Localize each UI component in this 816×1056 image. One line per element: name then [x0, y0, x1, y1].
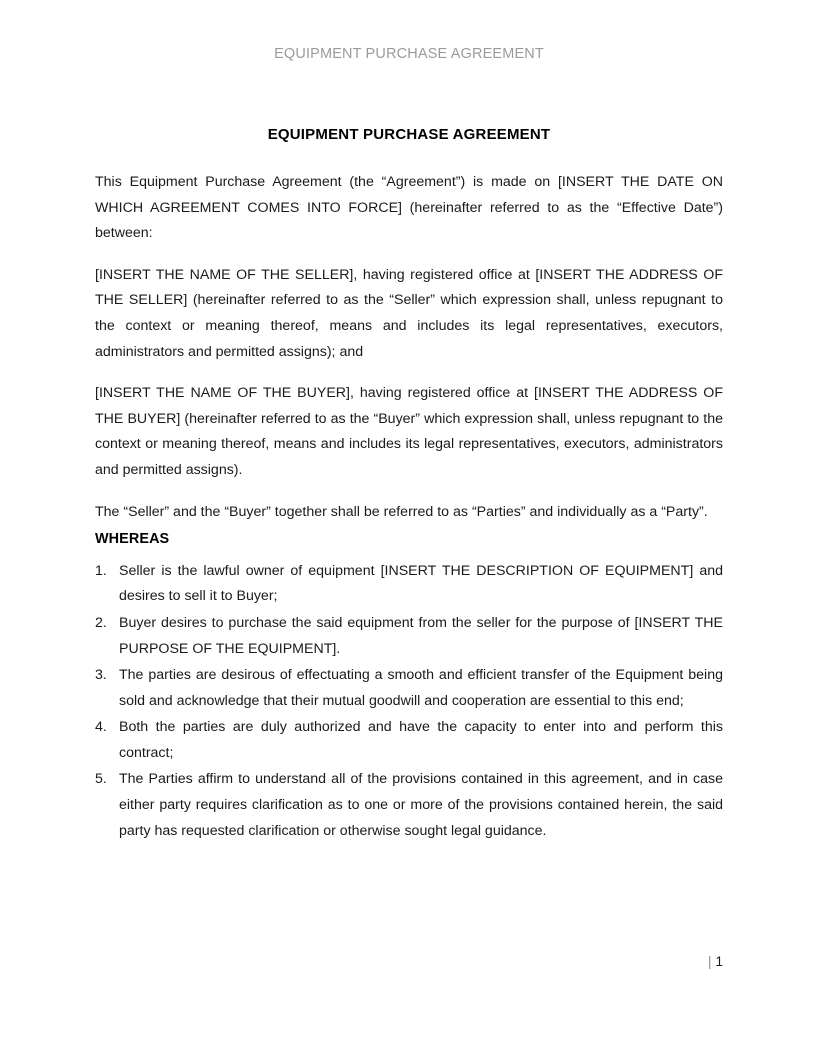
clause-text: The parties are desirous of effectuating a smooth and efficient transfer of the Equipment being sold and acknowledge that their mutual goodwill and cooperation are essential to this end;	[119, 667, 723, 709]
list-item	[95, 559, 723, 610]
list-item	[95, 767, 723, 844]
paragraph-parties-definition: The “Seller” and the “Buyer” together shall be referred to as “Parties” and individually as a “Party”.	[95, 503, 708, 520]
whereas-clause-list	[95, 559, 723, 845]
footer-separator: |	[707, 954, 712, 969]
paragraph-buyer-details: [INSERT THE NAME OF THE BUYER], having registered office at [INSERT THE ADDRESS OF THE BUYER] (hereinafter referred to as the “Buyer” which expression shall, unless repugnant to the context or meaning thereof, means and includes its legal representatives, executors, administrators and permitted assigns).	[95, 385, 723, 478]
clause-text: Seller is the lawful owner of equipment [INSERT THE DESCRIPTION OF EQUIPMENT] and desires to sell it to Buyer;	[119, 562, 723, 605]
page-title: EQUIPMENT PURCHASE AGREEMENT	[267, 126, 551, 143]
running-header: EQUIPMENT PURCHASE AGREEMENT	[274, 46, 544, 62]
paragraph-recitals-intro: This Equipment Purchase Agreement (the “Agreement”) is made on [INSERT THE DATE ON WHICH AGREEMENT COMES INTO FORCE] (hereinafter referred to as the “Effective Date”) between:	[95, 174, 723, 242]
list-item	[95, 611, 723, 662]
section-heading-whereas: WHEREAS	[95, 531, 170, 548]
list-item	[95, 663, 723, 714]
clause-text: Buyer desires to purchase the said equipment from the seller for the purpose of [INSERT THE PURPOSE OF THE EQUIPMENT].	[119, 614, 723, 657]
page-footer	[95, 953, 723, 971]
clause-text: The Parties affirm to understand all of the provisions contained in this agreement, and in case either party requires clarification as to one or more of the provisions contained herein, the said party has requested clarification or otherwise sought legal guidance.	[119, 771, 723, 839]
document-body	[95, 126, 723, 845]
paragraph-seller-details: [INSERT THE NAME OF THE SELLER], having registered office at [INSERT THE ADDRESS OF THE SELLER] (hereinafter referred to as the “Seller” which expression shall, unless repugnant to the context or meaning thereof, means and includes its legal representatives, executors, administrators and permitted assigns); and	[95, 266, 723, 360]
list-item	[95, 715, 723, 766]
clause-text: Both the parties are duly authorized and have the capacity to enter into and perform this contract;	[119, 719, 723, 761]
page-number: 1	[715, 954, 723, 969]
